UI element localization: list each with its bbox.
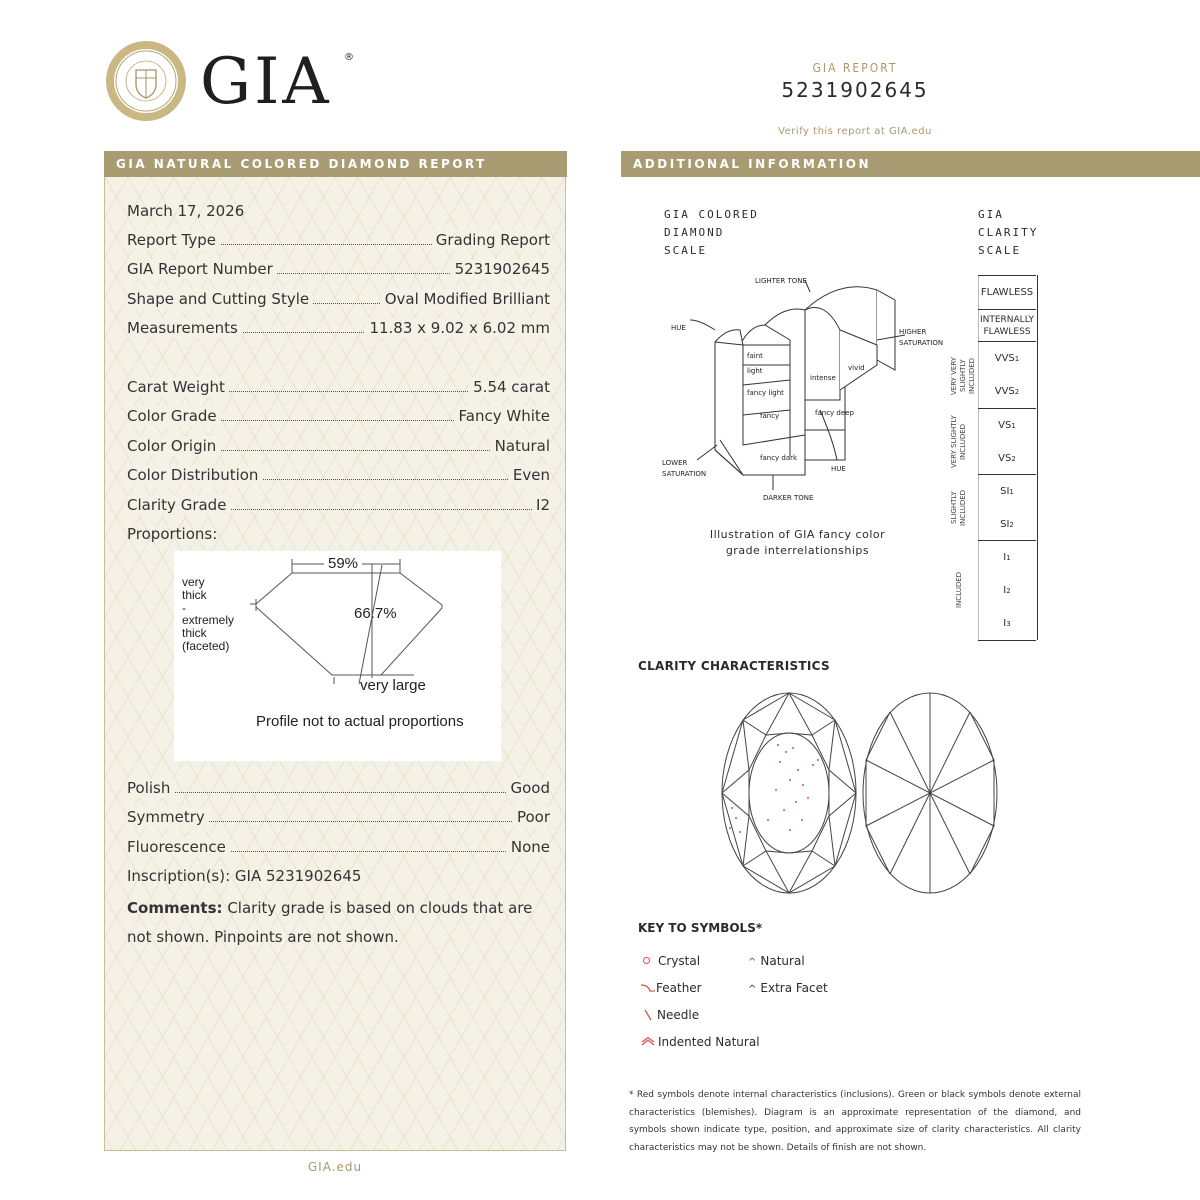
row-value: Poor xyxy=(513,807,550,827)
row-label: Polish xyxy=(127,778,174,798)
needle-icon xyxy=(643,1009,655,1021)
clarity-grade-si2: SI 2 xyxy=(1000,518,1014,530)
comments-text: Clarity grade is based on clouds that are not shown. Pinpoints are not shown. xyxy=(127,899,533,946)
lower-saturation-label: LOWER SATURATION xyxy=(662,459,707,478)
key-label: Indented Natural xyxy=(658,1035,760,1049)
row-carat xyxy=(127,377,550,397)
key-to-symbols-title: KEY TO SYMBOLS* xyxy=(638,921,763,935)
row-value: Natural xyxy=(491,436,550,456)
row-color-distribution xyxy=(127,465,550,485)
darker-tone-label: DARKER TONE xyxy=(763,494,814,502)
indented-natural-icon xyxy=(640,1037,658,1047)
right-section-title: ADDITIONAL INFORMATION xyxy=(621,151,1200,177)
row-label: Shape and Cutting Style xyxy=(127,289,313,309)
clarity-characteristics-title: CLARITY CHARACTERISTICS xyxy=(638,659,830,673)
proportions-diagram xyxy=(174,551,501,761)
higher-saturation-label: HIGHER SATURATION xyxy=(899,328,944,347)
key-extra-facet xyxy=(748,977,828,996)
row-label: Color Origin xyxy=(127,436,220,456)
crystal-icon xyxy=(643,957,650,964)
inclusion-marks xyxy=(729,744,819,833)
lighter-tone-label: LIGHTER TONE xyxy=(755,277,807,285)
grade-faint: faint xyxy=(747,352,763,360)
clarity-divider xyxy=(978,640,1036,641)
row-shape xyxy=(127,289,550,309)
row-label: Color Distribution xyxy=(127,465,262,485)
clarity-grade-si1: SI 1 xyxy=(1000,485,1014,497)
row-label: Measurements xyxy=(127,318,242,338)
clarity-grade-fl: FLAWLESS xyxy=(980,286,1034,298)
natural-icon: ^ xyxy=(748,957,757,968)
clarity-grade-vs2: VS 2 xyxy=(998,452,1016,464)
row-clarity-grade xyxy=(127,495,550,515)
row-label: GIA Report Number xyxy=(127,259,277,279)
key-natural xyxy=(748,950,805,969)
grade-fancy: fancy xyxy=(760,412,780,420)
inscription: Inscription(s): GIA 5231902645 xyxy=(127,867,362,885)
extra-facet-icon: ^ xyxy=(748,984,757,995)
grade-fancy-light: fancy light xyxy=(747,389,784,397)
fancy-color-diagram xyxy=(655,270,955,510)
girdle-label: very thick - extremely thick (faceted) xyxy=(182,575,235,653)
key-needle xyxy=(643,1004,699,1023)
row-value: None xyxy=(507,837,550,857)
proportions-profile-svg xyxy=(174,551,501,761)
key-label: Extra Facet xyxy=(760,981,828,995)
key-indented-natural xyxy=(640,1031,760,1050)
report-number: 5231902645 xyxy=(781,78,929,102)
table-percent: 59% xyxy=(327,555,359,572)
key-feather xyxy=(640,977,702,996)
key-crystal xyxy=(643,950,700,969)
row-label: Symmetry xyxy=(127,807,209,827)
clarity-scale-title: GIA CLARITY SCALE xyxy=(978,208,1039,257)
clarity-grade-i2: I 2 xyxy=(1003,584,1011,596)
row-report-type xyxy=(127,230,550,250)
row-label: Fluorescence xyxy=(127,837,230,857)
hue-bottom-label: HUE xyxy=(831,465,846,473)
clarity-group-vs: VERY SLIGHTLY INCLUDED xyxy=(950,415,967,469)
row-polish xyxy=(127,778,550,798)
grade-fancy-deep: fancy deep xyxy=(815,409,854,417)
clarity-grade-vvs2: VVS 2 xyxy=(994,385,1020,397)
clarity-group-si: SLIGHTLY INCLUDED xyxy=(950,489,967,527)
gia-logo-text: GIA xyxy=(200,45,332,119)
row-value: I2 xyxy=(532,495,550,515)
comments xyxy=(127,894,555,952)
grade-fancy-dark: fancy dark xyxy=(760,454,798,462)
proportions-label: Proportions: xyxy=(127,525,218,543)
row-measurements xyxy=(127,318,550,338)
culet-label: very large xyxy=(360,677,426,694)
clarity-grade-i1: I 1 xyxy=(1003,551,1011,563)
grade-fancy-vivid: vivid xyxy=(848,364,865,372)
report-label: GIA REPORT xyxy=(812,61,898,75)
color-diagram-caption: Illustration of GIA fancy color grade interrelationships xyxy=(709,528,886,557)
clarity-group-vvs: VERY VERY SLIGHTLY INCLUDED xyxy=(950,356,976,396)
gia-edu-footer[interactable]: GIA.edu xyxy=(307,1160,363,1174)
row-value: 5.54 carat xyxy=(469,377,550,397)
registered-mark: ® xyxy=(344,52,354,63)
row-color-grade xyxy=(127,406,550,426)
row-symmetry xyxy=(127,807,550,827)
color-scale-title: GIA COLORED DIAMOND SCALE xyxy=(664,208,759,257)
row-report-number xyxy=(127,259,550,279)
clarity-grade-if: INTERNALLY FLAWLESS xyxy=(979,314,1035,337)
row-value: Fancy White xyxy=(455,406,550,426)
row-label: Carat Weight xyxy=(127,377,229,397)
clarity-group-i: INCLUDED xyxy=(955,571,963,609)
grade-fancy-intense: intense xyxy=(810,374,836,382)
clarity-grade-vs1: VS 1 xyxy=(998,419,1016,431)
clarity-grade-i3: I 3 xyxy=(1003,617,1011,629)
row-label: Report Type xyxy=(127,230,220,250)
comments-label: Comments: xyxy=(127,899,223,917)
row-value: Grading Report xyxy=(432,230,550,250)
profile-note: Profile not to actual proportions xyxy=(256,713,464,730)
row-value: Even xyxy=(509,465,550,485)
key-label: Crystal xyxy=(658,954,701,968)
row-value: 11.83 x 9.02 x 6.02 mm xyxy=(365,318,550,338)
clarity-plot-diagram xyxy=(718,690,1088,896)
report-date: March 17, 2026 xyxy=(127,202,245,220)
gia-seal-logo xyxy=(105,40,187,122)
row-value: 5231902645 xyxy=(451,259,550,279)
left-section-title: GIA NATURAL COLORED DIAMOND REPORT xyxy=(104,151,567,177)
depth-percent: 66.7% xyxy=(354,605,397,622)
grade-light: light xyxy=(747,367,763,375)
key-label: Feather xyxy=(656,981,702,995)
row-value: Good xyxy=(507,778,551,798)
footnote: * Red symbols denote internal characteristics (inclusions). Green or black symbols denote external characteristics (blemishes). Diagram is an approximate representation of the diamond, and symbols shown indicate type, position, and approximate size of clarity characteristics. All clarity characteristics may not be shown. Details of finish are not shown. xyxy=(629,1090,1081,1153)
clarity-grade-vvs1: VVS 1 xyxy=(994,352,1020,364)
row-value: Oval Modified Brilliant xyxy=(381,289,550,309)
verify-link[interactable]: Verify this report at GIA.edu xyxy=(778,126,932,137)
feather-icon xyxy=(640,983,656,993)
row-fluorescence xyxy=(127,837,550,857)
row-label: Color Grade xyxy=(127,406,221,426)
row-label: Clarity Grade xyxy=(127,495,230,515)
row-color-origin xyxy=(127,436,550,456)
key-label: Needle xyxy=(657,1008,700,1022)
key-label: Natural xyxy=(760,954,805,968)
hue-top-label: HUE xyxy=(671,324,686,332)
